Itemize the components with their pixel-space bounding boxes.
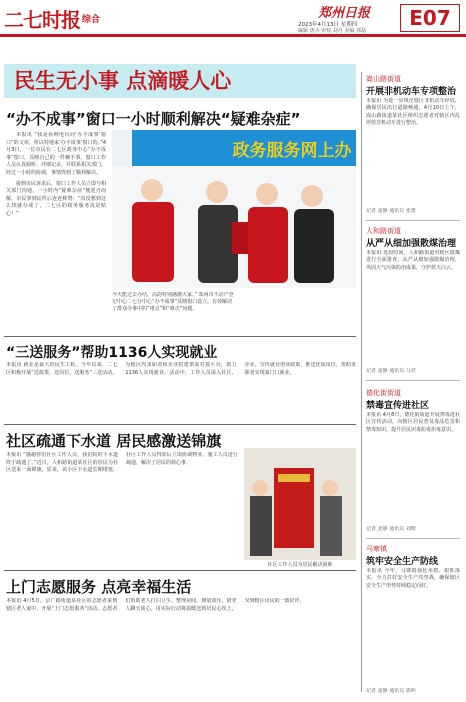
page-banner: 民生无小事 点滴暖人心 bbox=[4, 64, 356, 98]
article3-caption: 社区工作人员为居民解决困难 bbox=[267, 562, 333, 568]
sidebar-text: 本报讯 4月8日，德化街街道开展禁毒进社区宣传活动，向辖区居民普及毒品危害和禁毒知识，提升居民识毒防毒拒毒意识。 bbox=[366, 412, 460, 433]
sidebar-byline: 记者 姜静 通讯员 郭婷 bbox=[366, 688, 416, 694]
sidebar-headline: 筑牢安全生产防线 bbox=[366, 557, 439, 567]
masthead-rule bbox=[0, 34, 466, 37]
article2-headline: “三送服务”帮助1136人实现就业 bbox=[6, 345, 218, 361]
banner-presentation-photo bbox=[244, 448, 356, 560]
sidebar-text: 本报讯 今年，马寨镇强化举措，狠抓落实，全力打好安全生产攻坚战，确保辖区安全生产形势持续稳定向好。 bbox=[366, 568, 460, 589]
article1-headline: “办不成事”窗口一小时顺利解决“疑难杂症” bbox=[6, 110, 301, 128]
sidebar-byline: 记者 姜静 通讯员 张蕾 bbox=[366, 208, 416, 214]
article1-body bbox=[6, 132, 106, 330]
article3-headline: 社区疏通下水道 居民感激送锦旗 bbox=[6, 432, 222, 450]
article1-paragraph: 本报讯 “我是看网电台问‘办不成事’窗口”的文章，所以特地来‘办不成事’窗口的。”4月3日，一位市民在二七区政务中心“办不成事”窗口，反映自己的一件棘手事。窗口工作人员认真倾听、详细记录，并联系相关部门，经过一小时的协调，事情得到了顺利解决。 bbox=[6, 132, 106, 176]
sidebar-rule bbox=[366, 220, 460, 221]
page-number: E07 bbox=[400, 4, 460, 32]
masthead bbox=[0, 0, 466, 34]
article4-headline: 上门志愿服务 点亮幸福生活 bbox=[6, 578, 192, 596]
divider bbox=[4, 424, 356, 425]
article1-body-continued bbox=[238, 292, 356, 332]
article2-body: 本报讯 就业是最大的民生工程。今年以来，二七区积极开展“送政策、送岗位、送服务”三送活动，为辖区内求职者和企业搭建供需对接平台，助力1136人实现就业。活动中，工作人员深入社区、企业，宣传就业创业政策，推送优质岗位，帮助求职者实现家门口就业。 bbox=[6, 362, 356, 376]
sidebar-section-title: 人和路街道 bbox=[366, 227, 401, 235]
divider bbox=[4, 336, 356, 337]
newspaper-logo: 二七时报 bbox=[4, 8, 80, 32]
sidebar-rule bbox=[366, 380, 460, 381]
article1-paragraph: 接到市民诉求后，窗口工作人员立即与相关部门沟通，一小时内“疑难杂症”便迎刃而解。市民拿到证件后连连称赞：“真没想到这么快就办成了，二七区的政务服务真是贴心！” bbox=[6, 180, 106, 217]
sidebar-section-title: 马寨镇 bbox=[366, 545, 387, 553]
sidebar-headline: 从严从细加强散煤治理 bbox=[366, 239, 457, 249]
divider bbox=[4, 570, 356, 571]
sidebar-rule bbox=[366, 538, 460, 539]
section-label: 综合 bbox=[82, 15, 101, 25]
sidebar-headline: 开展非机动车专项整治 bbox=[366, 87, 457, 97]
paper-name: 郑州日报 bbox=[318, 6, 371, 21]
sidebar-headline: 禁毒宣传进社区 bbox=[366, 401, 430, 411]
article1-caption: 今天能过去办结，高韵特别感激大家。” 郑州市不动产登记中心二七分中心“办不成事”反映窗口设立，有效解决了群众办事中的“堵点”和“难点”问题。 bbox=[112, 292, 234, 312]
sidebar-byline: 记者 姜静 通讯员 马君 bbox=[366, 368, 416, 374]
article3-photo bbox=[244, 448, 356, 560]
sidebar-text: 本报讯 为进一步规范辖区非机动车停放，确保居民出行道路畅通，4月10日上午，嵩山路街道某社区组织志愿者对辖区内乱停放非机动车进行整治。 bbox=[366, 98, 460, 127]
issue-date: 2023年4月13日 星期四 bbox=[298, 22, 358, 28]
article1-photo bbox=[112, 130, 356, 288]
sidebar-text: 本报讯 近段时间，人和路街道对辖区散煤进行全面排查，从严从细加强散煤治理，巩固大气污染防治成果，守护蓝天白云。 bbox=[366, 250, 460, 271]
column-separator bbox=[361, 72, 362, 692]
sidebar-byline: 记者 姜静 通讯员 刘晴 bbox=[366, 526, 416, 532]
sidebar-section-title: 德化街街道 bbox=[366, 389, 401, 397]
article4-body: 本报讯 4月5日，京广路街道某社区的志愿者来到辖区老人家中，开展“上门志愿服务”活动。志愿者们帮助老人打扫卫生、整理房间、测量血压，陪老人聊天谈心，用实际行动将温暖送到居民心坎上，受到辖区居民的一致好评。 bbox=[6, 598, 305, 612]
sidebar-section-title: 嵩山路街道 bbox=[366, 75, 401, 83]
service-window-photo bbox=[112, 130, 356, 288]
photo-banner-text: 政务服务网上办 bbox=[232, 141, 352, 161]
editors-line: 编辑 唐卉 审校 刘月 美编 郭磊 bbox=[298, 28, 366, 34]
article3-body: 本报讯 “感谢你们社区工作人员，我们院的下水道终于疏通了。”近日，人和路街道某社区的居民为社区送来一面锦旗。原来，该小区下水道长期堵塞，社区工作人员得知后立即协调物业、施工人员进行疏通，解决了居民的烦心事。 bbox=[6, 452, 238, 474]
